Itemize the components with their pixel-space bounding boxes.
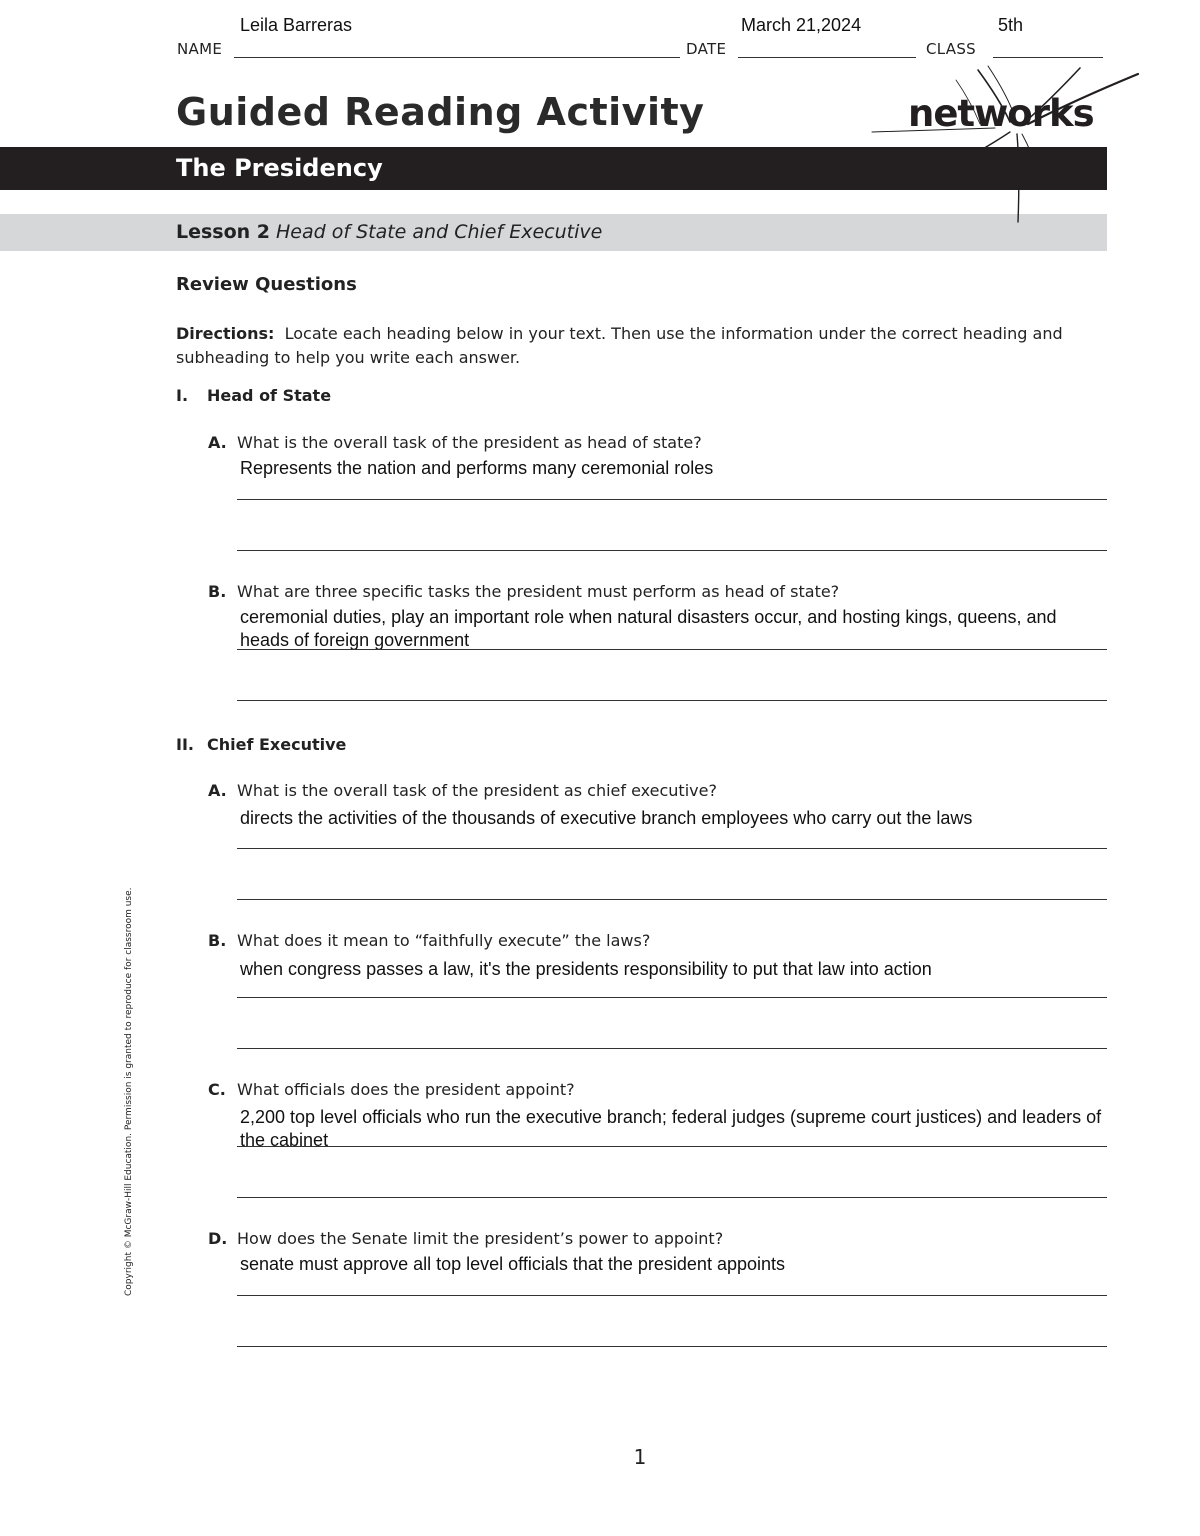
question-letter: A. <box>208 433 227 452</box>
lesson-name: Head of State and Chief Executive <box>276 221 603 243</box>
student-name-value[interactable]: Leila Barreras <box>240 15 353 35</box>
review-questions-heading: Review Questions <box>176 274 357 295</box>
question-letter: A. <box>208 781 227 800</box>
answer-2d[interactable]: senate must approve all top level officials that the president appoints <box>240 1254 786 1274</box>
page-number: 1 <box>633 1445 647 1469</box>
chapter-title: The Presidency <box>176 154 383 182</box>
logo-burst-icon <box>860 60 1150 230</box>
lesson-label: Lesson 2 <box>176 221 271 243</box>
answer-line <box>237 1346 1107 1347</box>
answer-1a[interactable]: Represents the nation and performs many ceremonial roles <box>240 458 714 478</box>
class-label: CLASS <box>926 40 976 58</box>
answer-line <box>237 499 1107 500</box>
answer-2b[interactable]: when congress passes a law, it's the presidents responsibility to put that law into action <box>240 959 932 979</box>
section-title: Head of State <box>207 386 332 405</box>
date-label: DATE <box>686 40 727 58</box>
question-text: What officials does the president appoint? <box>237 1080 575 1099</box>
answer-line <box>237 1146 1107 1147</box>
directions-text: Locate each heading below in your text. Then use the information under the correct heading and subheading to help you write each answer. <box>176 324 1063 367</box>
answer-line <box>237 997 1107 998</box>
networks-logo: networks <box>908 92 1094 135</box>
date-value[interactable]: March 21,2024 <box>741 15 862 35</box>
answer-line <box>237 1048 1107 1049</box>
question-text: What does it mean to “faithfully execute” the laws? <box>237 931 651 950</box>
class-value[interactable]: 5th <box>998 15 1024 35</box>
question-letter: C. <box>208 1080 226 1099</box>
answer-2a[interactable]: directs the activities of the thousands of executive branch employees who carry out the laws <box>240 808 973 828</box>
answer-line <box>237 1295 1107 1296</box>
question-letter: B. <box>208 931 227 950</box>
answer-line <box>237 848 1107 849</box>
answer-line <box>237 899 1107 900</box>
question-letter: B. <box>208 582 227 601</box>
name-label: NAME <box>177 40 223 58</box>
page-title: Guided Reading Activity <box>176 90 705 134</box>
question-text: What are three specific tasks the president must perform as head of state? <box>237 582 840 601</box>
question-letter: D. <box>208 1229 228 1248</box>
copyright-notice: Copyright © McGraw-Hill Education. Permission is granted to reproduce for classroom use. <box>124 887 134 1296</box>
question-text: How does the Senate limit the president’s power to appoint? <box>237 1229 724 1248</box>
question-text: What is the overall task of the president as chief executive? <box>237 781 717 800</box>
class-underline <box>993 57 1103 58</box>
section-title: Chief Executive <box>207 735 347 754</box>
name-underline <box>234 57 680 58</box>
directions-label: Directions: <box>176 324 275 343</box>
answer-line <box>237 1197 1107 1198</box>
answer-line <box>237 550 1107 551</box>
section-numeral: II. <box>176 735 194 754</box>
answer-2c[interactable]: 2,200 top level officials who run the executive branch; federal judges (supreme court justices) and leaders of the cabinet <box>240 1107 1102 1150</box>
answer-1b[interactable]: ceremonial duties, play an important role when natural disasters occur, and hosting kings, queens, and heads of foreign government <box>240 607 1057 650</box>
section-numeral: I. <box>176 386 189 405</box>
directions <box>176 322 1106 370</box>
question-text: What is the overall task of the president as head of state? <box>237 433 702 452</box>
answer-line <box>237 700 1107 701</box>
answer-line <box>237 649 1107 650</box>
date-underline <box>738 57 916 58</box>
